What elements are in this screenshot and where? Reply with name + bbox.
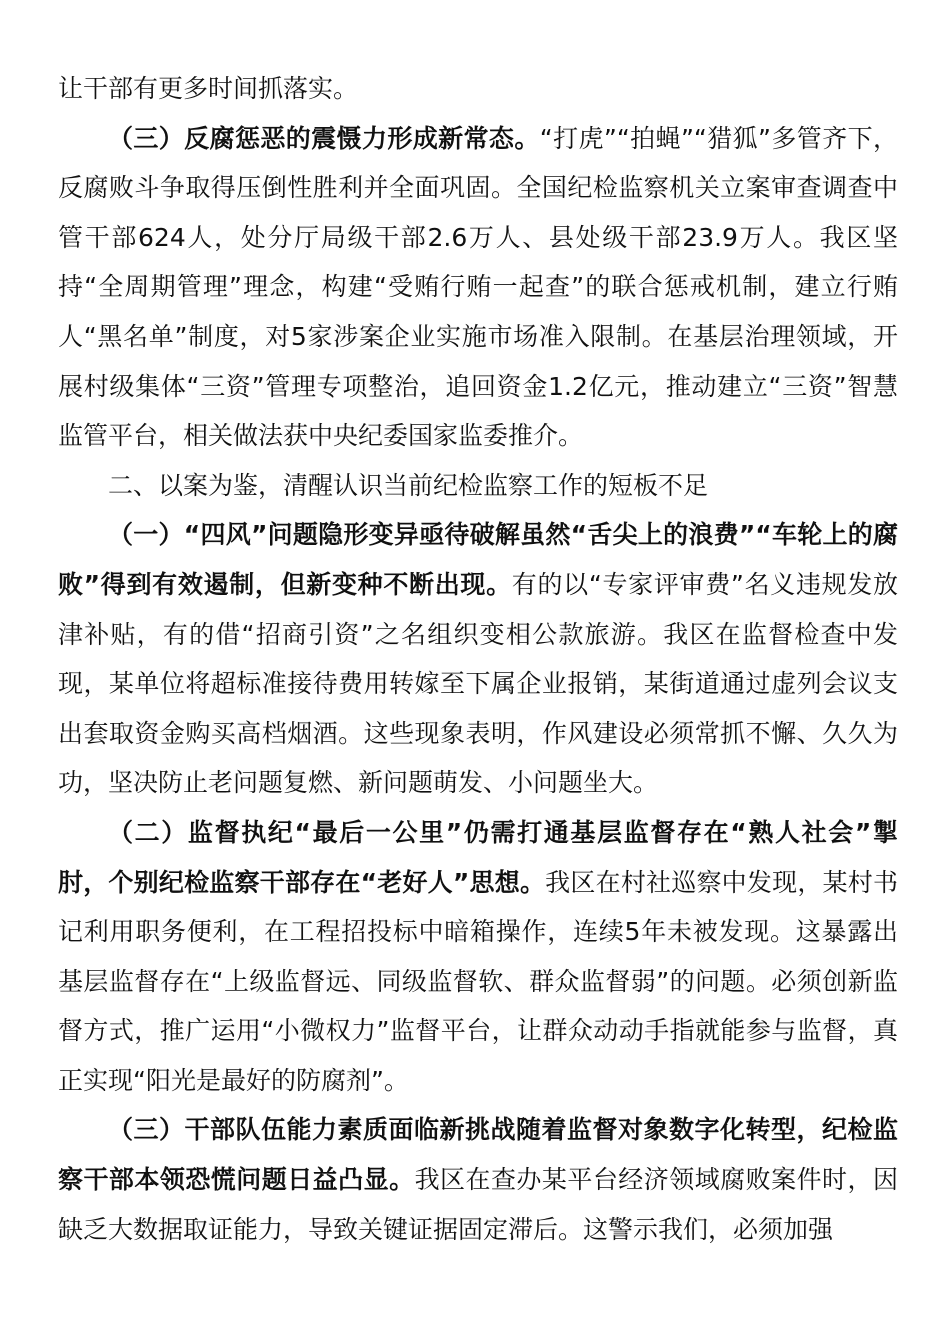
paragraph-text: 我区在村社巡察中发现，某村书记利用职务便利，在工程招投标中暗箱操作，连续5年未被发现。这暴露出基层监督存在“上级监督远、同级监督软、群众监督弱”的问题。必须创新监督方式，推广运用“小微权力”监督平台，让群众动动手指就能参与监督，真正实现“阳光是最好的防腐剂”。 bbox=[58, 867, 898, 1095]
paragraph-last-mile bbox=[58, 808, 898, 1106]
paragraph-text: 让干部有更多时间抓落实。 bbox=[58, 74, 359, 103]
paragraph-lead: （二）监督执纪“最后一公里”仍需打通基层监督存在“熟人社会”掣肘，个别纪检监察干部存在“老好人”思想。 bbox=[58, 817, 898, 897]
paragraph-text: 有的以“专家评审费”名义违规发放津补贴，有的借“招商引资”之名组织变相公款旅游。我区在监督检查中发现，某单位将超标准接待费用转嫁至下属企业报销，某街道通过虚列会议支出套取资金购买高档烟酒。这些现象表明，作风建设必须常抓不懈、久久为功，坚决防止老问题复燃、新问题萌发、小问题坐大。 bbox=[58, 569, 899, 798]
paragraph-lead: （三）反腐惩恶的震慑力形成新常态。 bbox=[108, 123, 540, 153]
paragraph-lead: （一）“四风”问题隐形变异亟待破解虽然“舌尖上的浪费”“车轮上的腐败”得到有效遏制，但新变种不断出现。 bbox=[58, 520, 898, 599]
paragraph-four-winds bbox=[58, 510, 898, 808]
paragraph-continuation bbox=[58, 64, 898, 114]
section-heading bbox=[58, 461, 898, 511]
paragraph-text: “打虎”“拍蝇”“猎狐”多管齐下，反腐败斗争取得压倒性胜利并全面巩固。全国纪检监察机关立案审查调查中管干部624人，处分厅局级干部2.6万人、县处级干部23.9万人。我区坚持“全周期管理”理念，构建“受贿行贿一起查”的联合惩戒机制，建立行贿人“黑名单”制度，对5家涉案企业实施市场准入限制。在基层治理领域，开展村级集体“三资”管理专项整治，追回资金1.2亿元，推动建立“三资”智慧监管平台，相关做法获中央纪委国家监委推介。 bbox=[58, 123, 898, 451]
section-heading-text: 二、以案为鉴，清醒认识当前纪检监察工作的短板不足 bbox=[108, 470, 709, 500]
document-page bbox=[58, 64, 898, 1254]
paragraph-capability bbox=[58, 1105, 898, 1254]
paragraph-anti-corruption bbox=[58, 114, 898, 461]
paragraph-text: 我区在查办某平台经济领域腐败案件时，因缺乏大数据取证能力，导致关键证据固定滞后。这警示我们，必须加强 bbox=[58, 1165, 898, 1244]
paragraph-lead: （三）干部队伍能力素质面临新挑战随着监督对象数字化转型，纪检监察干部本领恐慌问题日益凸显。 bbox=[58, 1115, 898, 1195]
